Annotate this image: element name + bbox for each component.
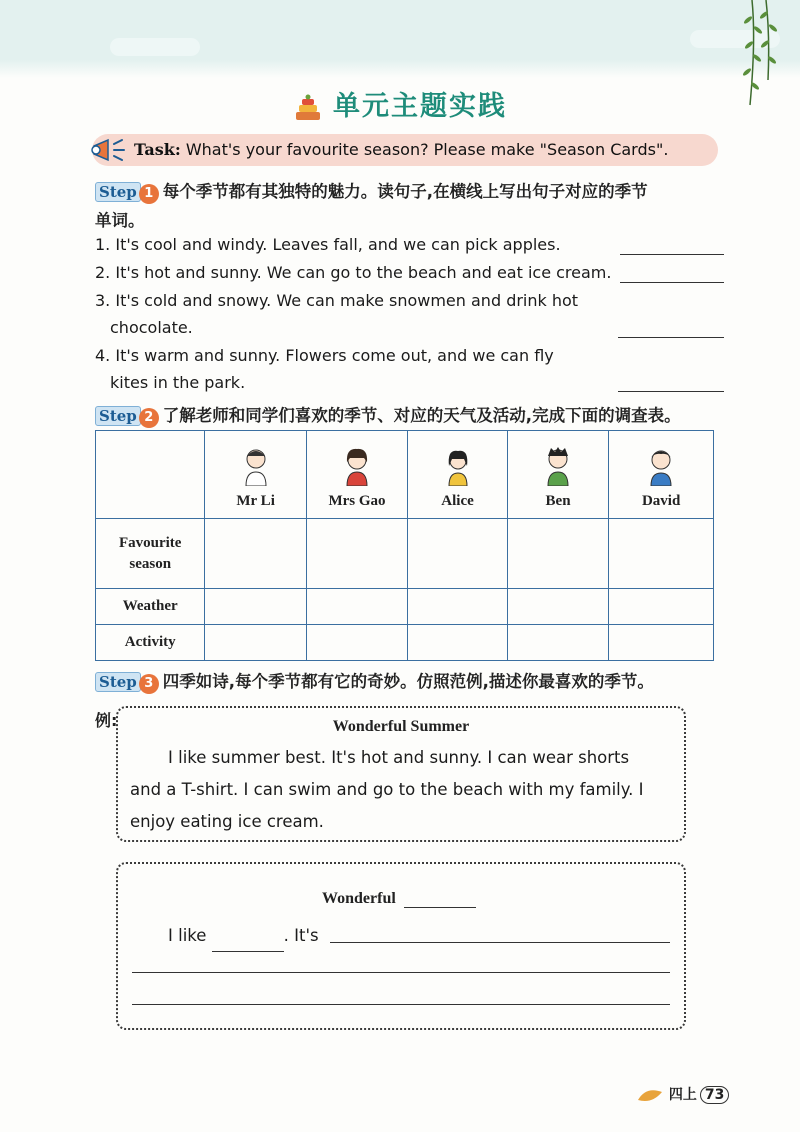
step-badge: Step <box>95 672 141 692</box>
writing-line-1 <box>168 920 319 952</box>
row-label-weather: Weather <box>96 589 205 625</box>
writing-blank-line[interactable] <box>132 1004 670 1005</box>
answer-cell[interactable] <box>306 519 407 589</box>
answer-cell[interactable] <box>306 625 407 661</box>
title-blank[interactable] <box>404 893 476 908</box>
answer-cell[interactable] <box>609 625 714 661</box>
answer-cell[interactable] <box>408 589 508 625</box>
row-label-favourite-season: Favourite season <box>96 519 205 589</box>
example-line-1: I like summer best. It's hot and sunny. I can wear shorts <box>168 748 630 767</box>
example-card <box>116 706 686 842</box>
example-line-3: enjoy eating ice cream. <box>130 812 324 831</box>
task-question: What's your favourite season? Please make "Season Cards". <box>185 140 669 159</box>
task-label: Task: <box>134 140 181 159</box>
answer-cell[interactable] <box>507 589 608 625</box>
example-label: 例: <box>95 711 118 730</box>
boy-avatar-icon <box>543 446 573 486</box>
person-cell-ben <box>507 431 608 519</box>
task-text <box>134 140 668 159</box>
person-cell-david <box>609 431 714 519</box>
answer-cell[interactable] <box>609 589 714 625</box>
question-2: 2. It's hot and sunny. We can go to the beach and eat ice cream. <box>95 263 612 282</box>
grade-label: 四上 <box>668 1087 697 1103</box>
question-4: 4. It's warm and sunny. Flowers come out, and we can fly <box>95 346 554 365</box>
table-header-row <box>96 431 714 519</box>
man-avatar-icon <box>241 446 271 486</box>
boy-avatar-icon <box>646 446 676 486</box>
example-line-2: and a T-shirt. I can swim and go to the beach with my family. I <box>130 780 644 799</box>
row-label-activity: Activity <box>96 625 205 661</box>
question-1: 1. It's cool and windy. Leaves fall, and we can pick apples. <box>95 235 561 254</box>
step2-number: 2 <box>139 408 159 428</box>
answer-blank-3[interactable] <box>618 337 724 338</box>
table-corner-cell <box>96 431 205 519</box>
cake-icon <box>293 93 323 123</box>
step1-instruction: 每个季节都有其独特的魅力。读句子,在横线上写出句子对应的季节 <box>162 182 648 201</box>
person-name: Alice <box>441 493 474 509</box>
step1-number: 1 <box>139 184 159 204</box>
answer-cell[interactable] <box>205 589 306 625</box>
step2-instruction: 了解老师和同学们喜欢的季节、对应的天气及活动,完成下面的调查表。 <box>162 406 681 425</box>
step-badge: Step <box>95 406 141 426</box>
person-name: David <box>641 493 681 509</box>
person-cell-mrs-gao <box>306 431 407 519</box>
page-footer <box>636 1084 729 1104</box>
answer-cell[interactable] <box>408 625 508 661</box>
answer-blank-4[interactable] <box>618 391 724 392</box>
answer-cell[interactable] <box>205 519 306 589</box>
writing-title-row <box>322 890 476 908</box>
answer-blank-2[interactable] <box>620 282 724 283</box>
question-4-cont: kites in the park. <box>110 373 246 392</box>
person-cell-alice <box>408 431 508 519</box>
survey-table <box>95 430 714 661</box>
megaphone-icon <box>90 136 130 164</box>
person-name: Mr Li <box>236 493 275 509</box>
question-3: 3. It's cold and snowy. We can make snowmen and drink hot <box>95 291 579 310</box>
person-name: Ben <box>545 493 571 509</box>
table-row <box>96 519 714 589</box>
woman-avatar-icon <box>342 446 372 486</box>
table-row <box>96 625 714 661</box>
template-its: . It's <box>283 926 319 945</box>
leaf-icon <box>636 1086 664 1104</box>
answer-cell[interactable] <box>507 625 608 661</box>
answer-cell[interactable] <box>408 519 508 589</box>
answer-cell[interactable] <box>205 625 306 661</box>
writing-blank-line[interactable] <box>132 972 670 973</box>
answer-cell[interactable] <box>306 589 407 625</box>
example-title: Wonderful Summer <box>332 718 470 735</box>
step1-instruction-cont: 单词。 <box>95 211 145 230</box>
person-name: Mrs Gao <box>328 493 386 509</box>
answer-blank-1[interactable] <box>620 254 724 255</box>
question-3-cont: chocolate. <box>110 318 193 337</box>
girl-avatar-icon <box>443 446 473 486</box>
step3-heading <box>95 668 654 694</box>
writing-card <box>116 862 686 1030</box>
step3-number: 3 <box>139 674 159 694</box>
weather-blank[interactable] <box>330 942 670 943</box>
unit-title <box>0 84 800 123</box>
step3-instruction: 四季如诗,每个季节都有它的奇妙。仿照范例,描述你最喜欢的季节。 <box>162 672 654 691</box>
answer-cell[interactable] <box>507 519 608 589</box>
cloud-decoration <box>110 38 200 56</box>
writing-title: Wonderful <box>322 890 396 907</box>
template-like: I like <box>168 926 207 945</box>
unit-title-text: 单元主题实践 <box>333 91 507 122</box>
page-number: 73 <box>700 1086 729 1104</box>
table-row <box>96 589 714 625</box>
answer-cell[interactable] <box>609 519 714 589</box>
step-badge: Step <box>95 182 141 202</box>
person-cell-mr-li <box>205 431 306 519</box>
step1-heading <box>95 178 648 204</box>
season-blank[interactable] <box>212 933 284 952</box>
step2-heading <box>95 402 681 428</box>
